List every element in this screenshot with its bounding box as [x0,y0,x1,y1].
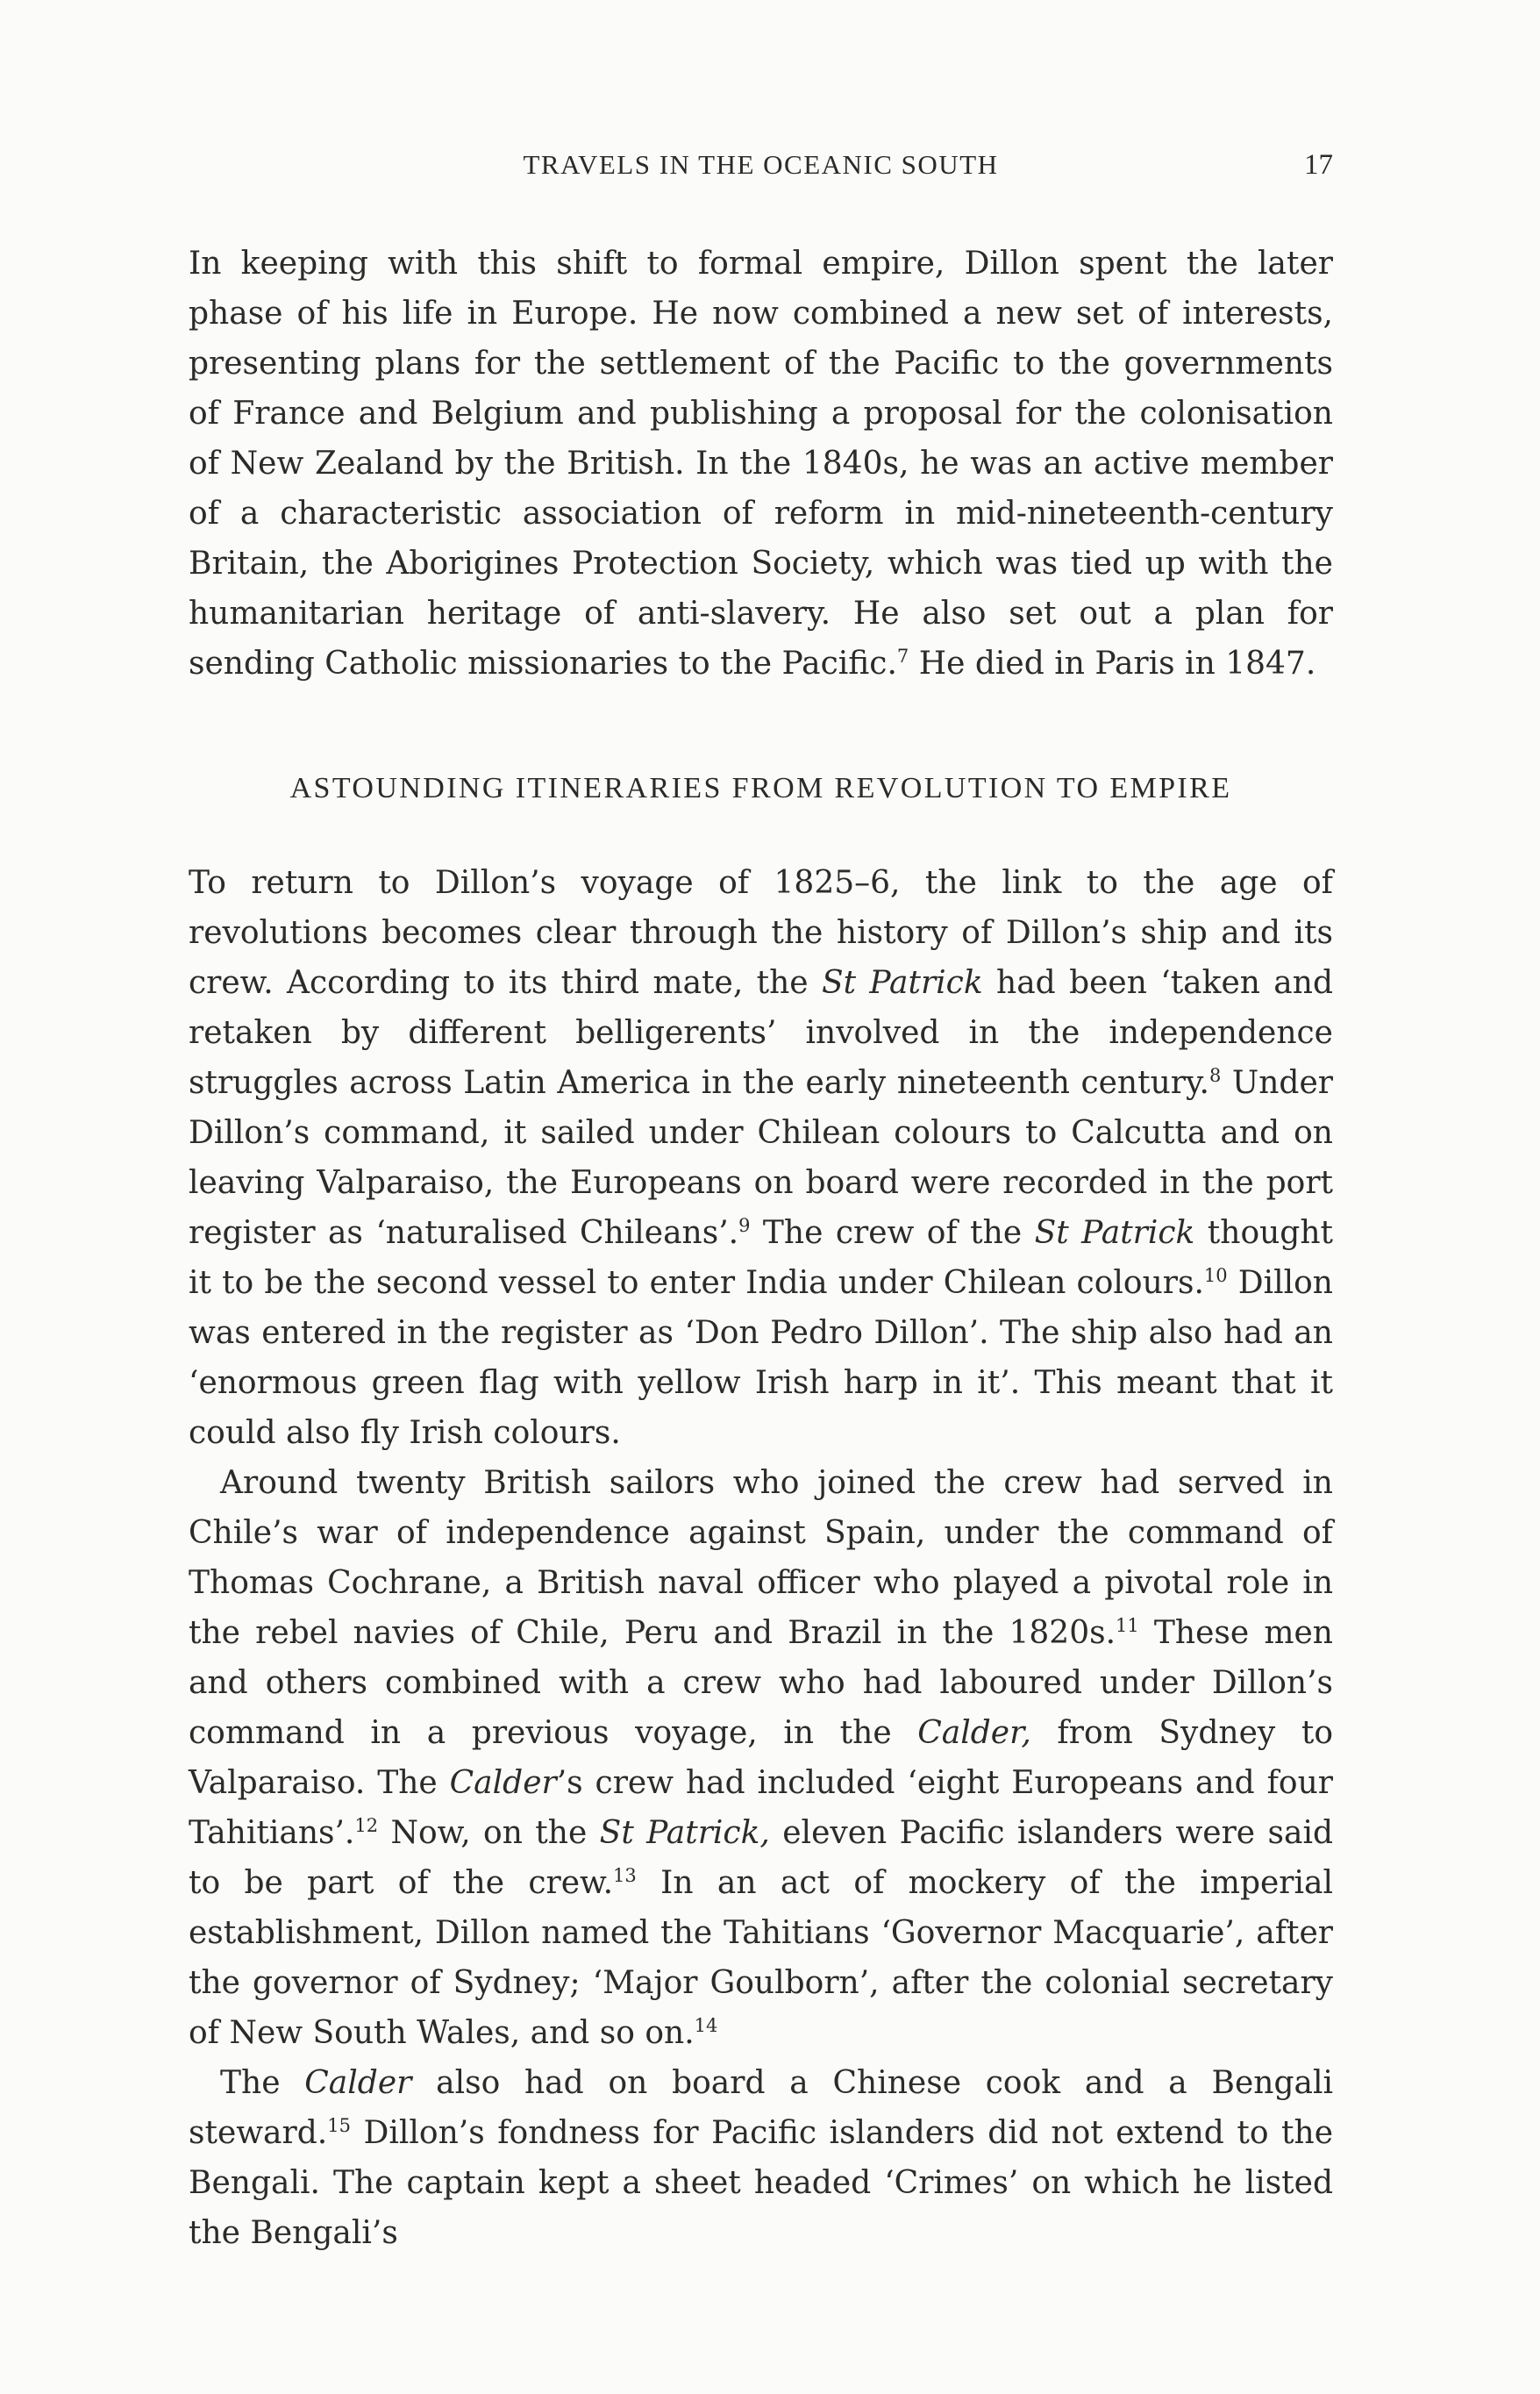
paragraph [189,239,1333,689]
text-run: eleven Pacific islanders were said to be part of the crew. [189,1815,1334,1901]
text-run: He died in Paris in 1847. [909,646,1316,682]
section-2-text [189,858,1333,2258]
footnote-ref: 13 [613,1865,637,1886]
ship-name: Calder [449,1765,557,1801]
footnote-ref: 15 [327,2115,351,2136]
footnote-ref: 11 [1116,1615,1139,1636]
paragraph [189,2058,1333,2258]
paragraph [189,1458,1333,2058]
section-heading: ASTOUNDING ITINERARIES FROM REVOLUTION TO EMPIRE [289,772,1232,804]
text-run: The crew of the [750,1215,1035,1251]
text-run: Now, on the [378,1815,600,1851]
text-run: These men and others combined with a crew who had laboured under Dillon’s command in a previous voyage, in the [189,1615,1333,1751]
text-run: thought it to be the second vessel to enter India under Chilean colours. [189,1215,1333,1301]
text-run: Around twenty British sailors who joined the crew had served in Chile’s war of independence against Spain, under the command of Thomas Cochrane, a British naval officer who played a pivotal role in the rebel navies of Chile, Peru and Brazil in the 1820s. [189,1465,1333,1651]
ship-name: Calder [304,2065,412,2101]
text-run: Dillon’s fondness for Pacific islanders did not extend to the Bengali. The captain kept a sheet headed ‘Crimes’ on which he listed the Bengali’s [189,2115,1333,2251]
section-1-text [189,239,1333,689]
text-run: Dillon was entered in the register as ‘Don Pedro Dillon’. The ship also had an ‘enormous green flag with yellow Irish harp in it’. This meant that it could also fly Irish colours. [189,1265,1333,1451]
text-run: ’s crew had included ‘eight Europeans and four Tahitians’. [189,1765,1333,1851]
footnote-ref: 12 [354,1815,379,1836]
ship-name: Calder, [917,1715,1031,1751]
footnote-ref: 9 [738,1215,751,1236]
text-run: To return to Dillon’s voyage of 1825–6, the link to the age of revolutions becomes clear through the history of Dillon’s ship and its crew. According to its third mate, the [189,865,1333,1001]
text-run: In an act of mockery of the imperial establishment, Dillon named the Tahitians ‘Governor Macquarie’, after the governor of Sydney; ‘Major Goulborn’, after the colonial secretary of New South Wales, and so on. [189,1865,1334,2051]
ship-name: St Patrick [1034,1215,1195,1251]
page-number: 17 [1304,149,1333,181]
text-run: In keeping with this shift to formal empire, Dillon spent the later phase of his life in Europe. He now combined a new set of interests, presenting plans for the settlement of the Pacific to the governments of France and Belgium and publishing a proposal for the colonisation of New Zealand by the British. In the 1840s, he was an active member of a characteristic association of reform in mid-nineteenth-century Britain, the Aborigines Protection Society, which was tied up with the humanitarian heritage of anti-slavery. He also set out a plan for sending Catholic missionaries to the Pacific. [189,246,1333,682]
text-run: Under Dillon’s command, it sailed under Chilean colours to Calcutta and on leaving Valparaiso, the Europeans on board were recorded in the port register as ‘naturalised Chileans’. [189,1065,1333,1251]
book-page [189,149,1333,2258]
footnote-ref: 10 [1203,1265,1228,1286]
running-head [189,149,1333,193]
footnote-ref: 14 [694,2015,718,2036]
running-head-title: TRAVELS IN THE OCEANIC SOUTH [523,149,999,180]
text-run: from Sydney to Valparaiso. The [189,1715,1333,1801]
footnote-ref: 8 [1208,1065,1222,1086]
text-run: had been ‘taken and retaken by different belligerents’ involved in the independence struggles across Latin America in the early nineteenth century. [189,965,1334,1101]
ship-name: St Patrick, [599,1815,770,1851]
paragraph [189,858,1333,1458]
ship-name: St Patrick [821,965,983,1001]
footnote-ref: 7 [896,646,909,667]
text-run: The [220,2065,305,2101]
text-run: also had on board a Chinese cook and a Bengali steward. [189,2065,1333,2151]
